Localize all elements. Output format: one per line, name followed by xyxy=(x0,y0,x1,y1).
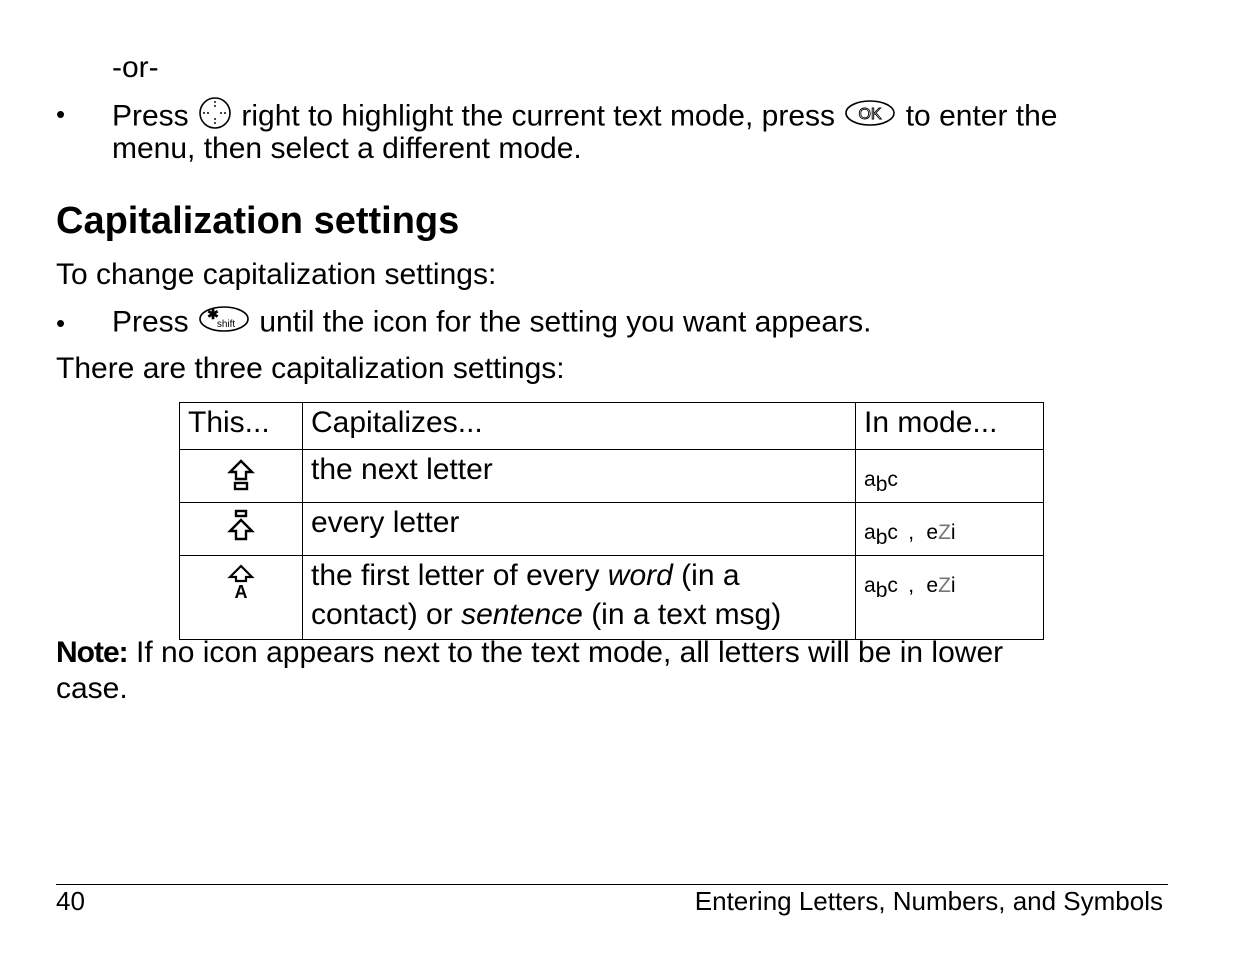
header-this: This... xyxy=(180,403,303,450)
mode-separator: , xyxy=(908,521,915,544)
intro-paragraph: To change capitalization settings: xyxy=(56,258,497,291)
abc-mode-indicator: abc xyxy=(864,468,898,496)
bullet-marker: • xyxy=(56,99,66,129)
icon-cell xyxy=(180,503,303,556)
icon-cell xyxy=(180,450,303,503)
table-row xyxy=(180,556,1044,640)
capitalizes-cell: every letter xyxy=(303,503,856,556)
mode-cell xyxy=(856,556,1044,640)
note-paragraph xyxy=(56,635,1003,671)
press-text: Press xyxy=(112,305,189,339)
header-in-mode: In mode... xyxy=(856,403,1044,450)
chapter-title: Entering Letters, Numbers, and Symbols xyxy=(694,886,1163,916)
abc-mode-indicator: abc xyxy=(864,574,898,602)
bullet-shift-instruction xyxy=(112,304,871,343)
table-row xyxy=(180,503,1044,556)
table-row xyxy=(180,450,1044,503)
first-letter-line2: contact) or sentence (in a text msg) xyxy=(311,598,782,631)
shift-next-letter-icon xyxy=(227,458,255,502)
mode-cell xyxy=(856,503,1044,556)
header-capitalizes: Capitalizes... xyxy=(303,403,856,450)
abc-mode-indicator: abc xyxy=(864,521,898,549)
ok-key-icon xyxy=(843,98,897,137)
footer-rule xyxy=(56,884,1168,885)
icon-cell xyxy=(180,556,303,640)
page-number: 40 xyxy=(56,886,85,916)
or-text: -or- xyxy=(112,51,159,84)
word-caps-letter: A xyxy=(234,582,248,600)
mode-cell xyxy=(856,450,1044,503)
capitalizes-cell xyxy=(303,556,856,640)
capitalizes-cell: the next letter xyxy=(303,450,856,503)
section-heading: Capitalization settings xyxy=(56,200,460,242)
ezi-mode-indicator: eZi xyxy=(926,574,956,597)
bullet-marker: • xyxy=(56,308,66,338)
capitalization-table xyxy=(179,402,1044,640)
three-settings-text: There are three capitalization settings: xyxy=(56,352,565,385)
caps-lock-icon xyxy=(227,509,255,555)
svg-text:OK: OK xyxy=(858,106,882,123)
svg-text:✱: ✱ xyxy=(207,306,219,322)
enter-text: to enter the xyxy=(905,99,1058,133)
highlight-text: right to highlight the current text mode, press xyxy=(241,99,836,133)
svg-text:shift: shift xyxy=(216,319,236,330)
press-text: Press xyxy=(112,99,189,133)
table-header-row xyxy=(180,403,1044,450)
note-label: Note: xyxy=(56,636,128,669)
first-letter-line1: the first letter of every word (in a xyxy=(311,559,740,592)
word-caps-icon xyxy=(226,564,256,610)
note-text: If no icon appears next to the text mode, all letters will be in lower xyxy=(136,636,1004,669)
until-text: until the icon for the setting you want appears. xyxy=(259,305,872,339)
mode-separator: , xyxy=(908,574,915,597)
ezi-mode-indicator: eZi xyxy=(926,521,956,544)
note-line2: case. xyxy=(56,672,128,705)
shift-key-icon xyxy=(197,304,251,343)
bullet-nav-line2: menu, then select a different mode. xyxy=(112,132,582,165)
